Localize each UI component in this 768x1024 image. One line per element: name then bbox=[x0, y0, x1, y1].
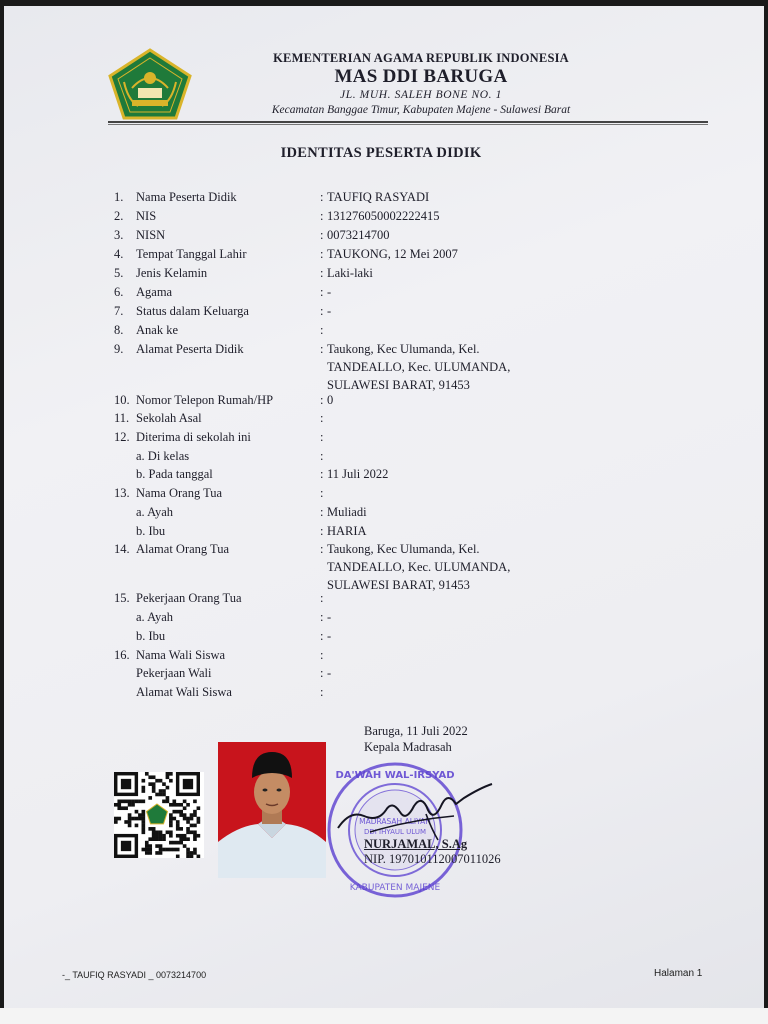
field-colon: : bbox=[320, 591, 324, 605]
field-colon: : bbox=[320, 486, 324, 500]
field-colon: : bbox=[320, 247, 324, 261]
field-colon: : bbox=[320, 266, 324, 280]
stamp-top-text: DA'WAH WAL-IRSYAD bbox=[335, 770, 455, 781]
field-colon: : bbox=[320, 505, 324, 519]
field-number: 3. bbox=[114, 228, 124, 242]
field-colon: : bbox=[320, 666, 324, 680]
field-label: a. Ayah bbox=[136, 505, 174, 519]
field-colon: : bbox=[320, 342, 324, 356]
qr-code-icon bbox=[114, 772, 204, 858]
field-label: Sekolah Asal bbox=[136, 411, 202, 425]
field-value: Laki-laki bbox=[327, 266, 373, 280]
field-label: NIS bbox=[136, 209, 157, 223]
stamp-middle-text-2: DDI IHYAUL ULUM bbox=[363, 828, 427, 836]
field-colon: : bbox=[320, 467, 324, 481]
field-value: - bbox=[327, 285, 332, 299]
field-label: Alamat Peserta Didik bbox=[136, 342, 244, 356]
field-number: 4. bbox=[114, 247, 124, 261]
field-value: TAUKONG, 12 Mei 2007 bbox=[327, 247, 458, 261]
field-colon: : bbox=[320, 685, 324, 699]
field-label: a. Ayah bbox=[136, 610, 174, 624]
field-value: HARIA bbox=[327, 524, 367, 538]
field-value: 131276050002222415 bbox=[327, 209, 440, 223]
field-colon: : bbox=[320, 524, 324, 538]
stamp-middle-text-1: MADRASAH ALIYAH bbox=[359, 817, 431, 826]
stamp-bottom-text: KABUPATEN MAJENE bbox=[349, 883, 441, 893]
field-label: Nama Orang Tua bbox=[136, 486, 223, 500]
ministry-logo-icon bbox=[108, 48, 192, 120]
field-colon: : bbox=[320, 285, 324, 299]
field-value: 11 Juli 2022 bbox=[327, 467, 389, 481]
header-divider-thin bbox=[108, 124, 708, 125]
field-number: 6. bbox=[114, 285, 124, 299]
field-label: Pekerjaan Orang Tua bbox=[136, 591, 242, 605]
field-label: NISN bbox=[136, 228, 166, 242]
field-value: 0 bbox=[327, 393, 334, 407]
field-number: 5. bbox=[114, 266, 124, 280]
field-label: Status dalam Keluarga bbox=[136, 304, 249, 318]
field-number: 10. bbox=[114, 393, 130, 407]
field-colon: : bbox=[320, 209, 324, 223]
ministry-name: KEMENTERIAN AGAMA REPUBLIK INDONESIA bbox=[273, 51, 569, 65]
student-photo bbox=[218, 742, 326, 878]
field-number: 2. bbox=[114, 209, 124, 223]
page-bottom-edge bbox=[0, 1008, 768, 1024]
field-label: b. Ibu bbox=[136, 629, 166, 643]
field-value: 0073214700 bbox=[327, 228, 390, 242]
field-label: Diterima di sekolah ini bbox=[136, 430, 251, 444]
field-label: a. Di kelas bbox=[136, 449, 190, 463]
field-number: 16. bbox=[114, 648, 130, 662]
header-divider bbox=[108, 121, 708, 123]
field-label: Tempat Tanggal Lahir bbox=[136, 247, 247, 261]
field-colon: : bbox=[320, 542, 324, 556]
field-value: Muliadi bbox=[327, 505, 367, 519]
signatory-nip: NIP. 197010112007011026 bbox=[364, 852, 501, 866]
field-number: 7. bbox=[114, 304, 124, 318]
school-name: MAS DDI BARUGA bbox=[334, 66, 508, 87]
field-label: b. Ibu bbox=[136, 524, 166, 538]
field-number: 11. bbox=[114, 411, 130, 425]
field-colon: : bbox=[320, 411, 324, 425]
field-number: 12. bbox=[114, 430, 130, 444]
field-number: 9. bbox=[114, 342, 124, 356]
field-label: Pekerjaan Wali bbox=[136, 666, 212, 680]
signatory-name: NURJAMAL, S.Ag bbox=[364, 837, 468, 851]
field-label: Nama Peserta Didik bbox=[136, 190, 237, 204]
field-label: Nama Wali Siswa bbox=[136, 648, 226, 662]
document-title: IDENTITAS PESERTA DIDIK bbox=[280, 145, 482, 161]
field-value: - bbox=[327, 666, 332, 680]
field-value: - bbox=[327, 610, 332, 624]
field-colon: : bbox=[320, 648, 324, 662]
field-colon: : bbox=[320, 449, 324, 463]
field-label: Jenis Kelamin bbox=[136, 266, 208, 280]
field-label: b. Pada tanggal bbox=[136, 467, 213, 481]
signature-place-date: Baruga, 11 Juli 2022 bbox=[364, 724, 468, 738]
signature-role: Kepala Madrasah bbox=[364, 740, 452, 754]
field-value: - bbox=[327, 304, 332, 318]
field-label: Nomor Telepon Rumah/HP bbox=[136, 393, 274, 407]
footer-page-number: Halaman 1 bbox=[654, 968, 703, 979]
field-colon: : bbox=[320, 304, 324, 318]
field-colon: : bbox=[320, 228, 324, 242]
field-number: 15. bbox=[114, 591, 130, 605]
school-region: Kecamatan Banggae Timur, Kabupaten Majene - Sulawesi Barat bbox=[271, 104, 571, 116]
field-colon: : bbox=[320, 610, 324, 624]
field-colon: : bbox=[320, 430, 324, 444]
field-label: Alamat Wali Siswa bbox=[136, 685, 232, 699]
field-value: Taukong, Kec Ulumanda, Kel. TANDEALLO, Kec. ULUMANDA, SULAWESI BARAT, 91453 bbox=[327, 342, 511, 392]
field-value: - bbox=[327, 629, 332, 643]
field-number: 14. bbox=[114, 542, 130, 556]
field-colon: : bbox=[320, 393, 324, 407]
field-number: 1. bbox=[114, 190, 124, 204]
field-number: 8. bbox=[114, 323, 124, 337]
field-label: Agama bbox=[136, 285, 173, 299]
field-colon: : bbox=[320, 190, 324, 204]
field-colon: : bbox=[320, 629, 324, 643]
field-value: Taukong, Kec Ulumanda, Kel. TANDEALLO, Kec. ULUMANDA, SULAWESI BARAT, 91453 bbox=[327, 542, 511, 592]
field-number: 13. bbox=[114, 486, 130, 500]
footer-student-id: -_ TAUFIQ RASYADI _ 0073214700 bbox=[62, 970, 207, 980]
school-address: JL. MUH. SALEH BONE NO. 1 bbox=[340, 89, 502, 101]
field-label: Alamat Orang Tua bbox=[136, 542, 230, 556]
field-label: Anak ke bbox=[136, 323, 178, 337]
field-colon: : bbox=[320, 323, 324, 337]
field-value: TAUFIQ RASYADI bbox=[327, 190, 430, 204]
